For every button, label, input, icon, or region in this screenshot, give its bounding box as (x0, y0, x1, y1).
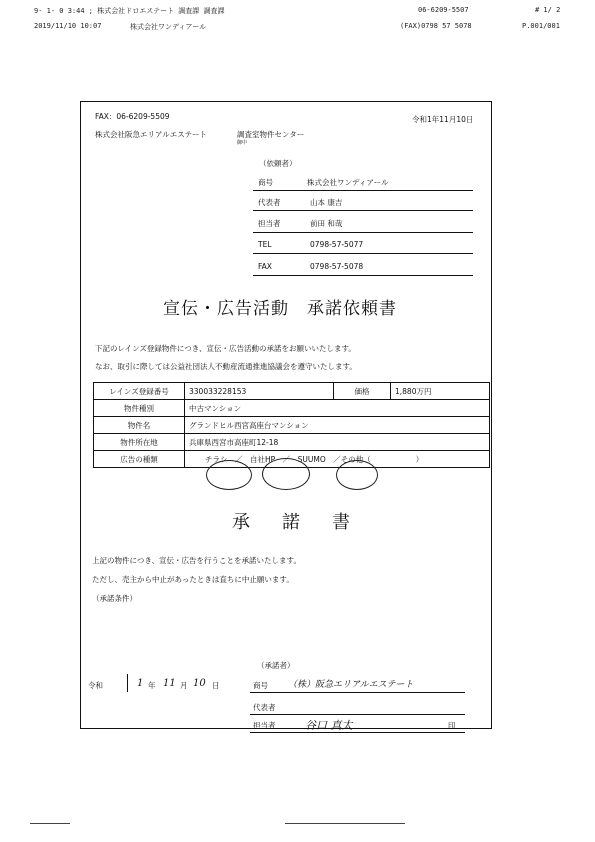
selection-circle-own-hp (262, 458, 310, 490)
grantor-date-day: 10 (193, 678, 206, 689)
requester-line-rep (253, 210, 473, 211)
consent-line-3: （承諾条件） (92, 594, 137, 603)
grantor-heading: （承諾者） (257, 661, 295, 670)
recipient-fax: FAX：06-6209-5509 (95, 112, 170, 121)
value-ad-type: チラシ ／ 自社HP ／ SUUMO ／その他（ ） (185, 451, 490, 468)
grantor-date-year-unit: 年 (148, 681, 156, 690)
requester-fax: 0798-57-5078 (310, 262, 364, 271)
value-property-type: 中古マンション (185, 400, 490, 417)
consent-line-2: ただし、売主から中止があったときは直ちに中止願います。 (92, 575, 294, 584)
fax-header-line1: 9- 1- 0 3:44 ; 株式会社ドロエステート 調査課 調査課 (34, 7, 225, 15)
label-ad-type: 広告の種類 (94, 451, 185, 468)
fax-header-number: 06-6209-5507 (418, 6, 469, 14)
requester-line-tel (253, 253, 473, 254)
consent-title: 承諾書 (232, 512, 382, 533)
value-property-name: グランドヒル西宮高座台マンション (185, 417, 490, 434)
intro-line-2: なお、取引に際しては公益社団法人不動産流通推進協議会を遵守いたします。 (95, 362, 357, 371)
scan-mark-left (30, 823, 70, 824)
grantor-date-day-unit: 日 (212, 681, 220, 690)
fax-header-page-count: P.001/001 (522, 22, 560, 30)
requester-line-company (253, 190, 473, 191)
requester-line-fax (253, 275, 473, 276)
recipient-date: 令和1年11月10日 (412, 115, 474, 124)
label-property-name: 物件名 (94, 417, 185, 434)
label-price: 価格 (334, 383, 391, 400)
requester-label-staff: 担当者 (258, 219, 281, 228)
requester-label-fax: FAX (258, 262, 272, 271)
recipient-dept-prefix: 御中 (237, 140, 248, 146)
selection-circle-suumo (336, 460, 378, 490)
intro-line-1: 下記のレインズ登録物件につき、宣伝・広告活動の承諾をお願いいたします。 (95, 344, 356, 353)
grantor-date-era: 令和 (88, 681, 103, 690)
document-title: 宣伝・広告活動 承諾依頼書 (163, 299, 397, 319)
grantor-line-company (250, 692, 465, 693)
grantor-date-month: 11 (163, 678, 176, 689)
value-price: 1,880万円 (391, 383, 490, 400)
grantor-label-staff: 担当者 (253, 721, 276, 730)
recipient-name: 株式会社阪急エリアルエステート (95, 130, 208, 139)
label-reins-number: レインズ登録番号 (94, 383, 185, 400)
grantor-label-rep: 代表者 (253, 703, 276, 712)
requester-label-tel: TEL (258, 240, 272, 249)
fax-header-datetime: 2019/11/10 10:07 (34, 22, 102, 30)
table-row (94, 417, 490, 434)
value-reins-number: 330033228153 (185, 383, 334, 400)
grantor-label-company: 商号 (253, 681, 268, 690)
requester-label-rep: 代表者 (258, 198, 281, 207)
table-row (94, 383, 490, 400)
grantor-line-rep (250, 714, 465, 715)
selection-circle-flyer (206, 460, 252, 490)
grantor-date-year: 1 (137, 678, 144, 689)
grantor-company: （株）阪急エリアルエステート (288, 680, 414, 690)
grantor-staff-signature: 谷口 真太 (305, 719, 353, 732)
requester-staff: 前田 和哉 (310, 219, 343, 228)
fax-header-company: 株式会社ワンディアール (130, 23, 207, 31)
requester-heading: （依頼者） (259, 159, 297, 168)
grantor-date-month-unit: 月 (180, 681, 188, 690)
fax-header-fax: (FAX)0798 57 5078 (400, 22, 472, 30)
requester-line-staff (253, 232, 473, 233)
scan-mark-right (285, 823, 405, 824)
property-table (93, 382, 490, 468)
table-row (94, 400, 490, 417)
date-separator (127, 674, 128, 692)
requester-company: 株式会社ワンディアール (307, 178, 389, 187)
fax-header-page: # 1/ 2 (535, 6, 561, 14)
label-property-address: 物件所在地 (94, 434, 185, 451)
consent-line-1: 上記の物件につき、宣伝・広告を行うことを承諾いたします。 (92, 556, 301, 565)
grantor-seal-mark: 印 (448, 721, 456, 730)
recipient-dept: 調査室物件センター (237, 130, 305, 139)
value-property-address: 兵庫県西宮市高座町12-18 (185, 434, 490, 451)
requester-tel: 0798-57-5077 (310, 240, 364, 249)
table-row (94, 434, 490, 451)
grantor-line-staff (250, 732, 465, 733)
requester-label-company: 商号 (258, 178, 273, 187)
label-property-type: 物件種別 (94, 400, 185, 417)
requester-rep: 山本 康吉 (310, 198, 343, 207)
